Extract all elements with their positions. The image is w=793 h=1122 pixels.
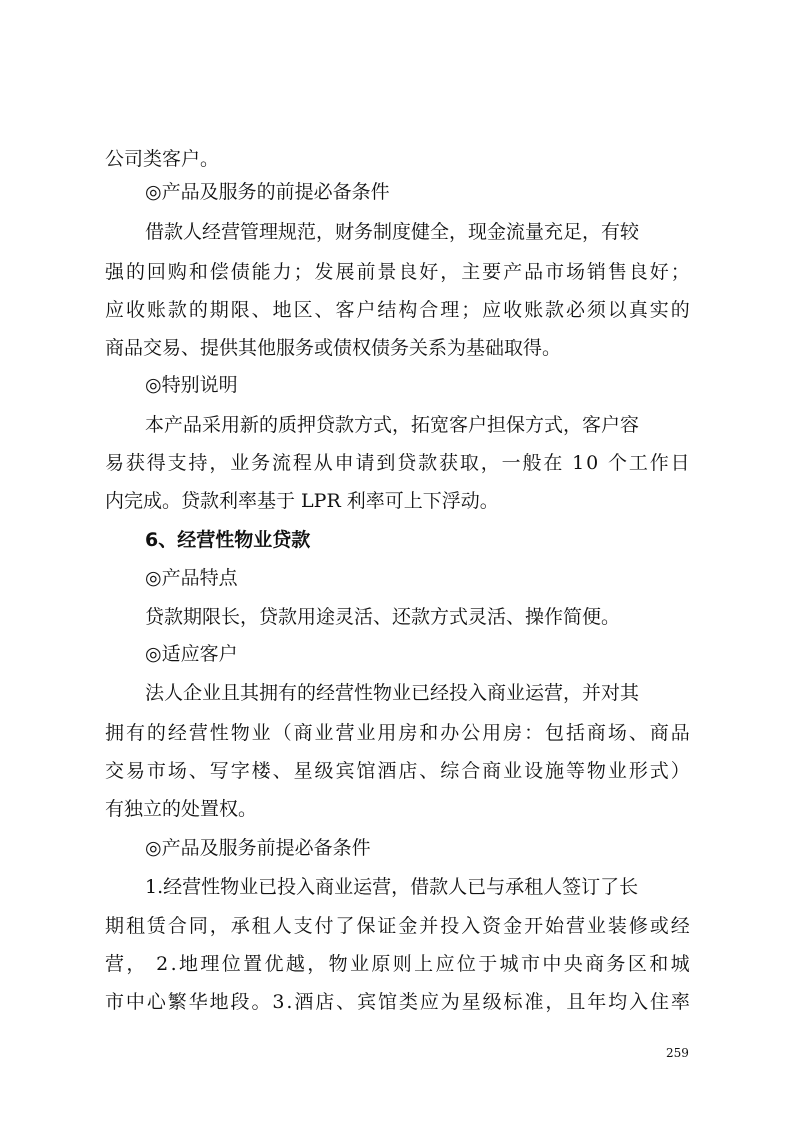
paragraph-line: 市 中 心 繁 华 地 段 。 3 . 酒 店 、 宾 馆 类 应 为 星 级 标 准 ， 且 年 均 入 住 率 xyxy=(105,991,690,1013)
paragraph-line: 贷款期限长，贷款用途灵活、还款方式灵活、操作简便。 xyxy=(145,606,621,628)
paragraph-line: 借款人经营管理规范，财务制度健全，现金流量充足，有较 xyxy=(145,221,640,243)
paragraph-line: 营 ， 2 . 地 理 位 置 优 越 ， 物 业 原 则 上 应 位 于 城 市 中 央 商 务 区 和 城 xyxy=(105,953,690,975)
paragraph-line: 内完成。贷款利率基于 LPR 利率可上下浮动。 xyxy=(105,490,499,512)
paragraph-line: 拥 有 的 经 营 性 物 业 （ 商 业 营 业 用 房 和 办 公 用 房 ： 包 括 商 场 、 商 品 xyxy=(105,722,690,744)
paragraph-line: 交 易 市 场 、 写 字 楼 、 星 级 宾 馆 酒 店 、 综 合 商 业 设 施 等 物 业 形 式 ） xyxy=(105,760,690,782)
paragraph-line: 有独立的处置权。 xyxy=(105,798,258,820)
section-label: ◎特别说明 xyxy=(145,374,238,396)
paragraph-line: 本产品采用新的质押贷款方式，拓宽客户担保方式，客户容 xyxy=(145,414,640,436)
paragraph-line: 1.经营性物业已投入商业运营，借款人已与承租人签订了长 xyxy=(145,876,639,898)
section-label: ◎产品特点 xyxy=(145,567,238,589)
paragraph-line: 公司类客户。 xyxy=(105,148,220,170)
section-heading: 6、经营性物业贷款 xyxy=(145,529,311,551)
paragraph-line: 应 收 账 款 的 期 限 、 地 区 、 客 户 结 构 合 理 ； 应 收 账 款 必 须 以 真 实 的 xyxy=(105,299,690,321)
paragraph-line: 法人企业且其拥有的经营性物业已经投入商业运营，并对其 xyxy=(145,682,640,704)
section-label: ◎产品及服务前提必备条件 xyxy=(145,837,371,859)
section-label: ◎产品及服务的前提必备条件 xyxy=(145,181,390,203)
section-label: ◎适应客户 xyxy=(145,643,238,665)
paragraph-line: 强 的 回 购 和 偿 债 能 力 ； 发 展 前 景 良 好 ， 主 要 产 品 市 场 销 售 良 好 ； xyxy=(105,261,690,283)
paragraph-line: 商品交易、提供其他服务或债权债务关系为基础取得。 xyxy=(105,337,562,359)
page-number: 259 xyxy=(666,1046,689,1060)
paragraph-line: 期 租 赁 合 同 ， 承 租 人 支 付 了 保 证 金 并 投 入 资 金 开 始 营 业 装 修 或 经 xyxy=(105,915,690,937)
paragraph-line: 易 获 得 支 持 ， 业 务 流 程 从 申 请 到 贷 款 获 取 ， 一 般 在 1 0 个 工 作 日 xyxy=(105,452,690,474)
